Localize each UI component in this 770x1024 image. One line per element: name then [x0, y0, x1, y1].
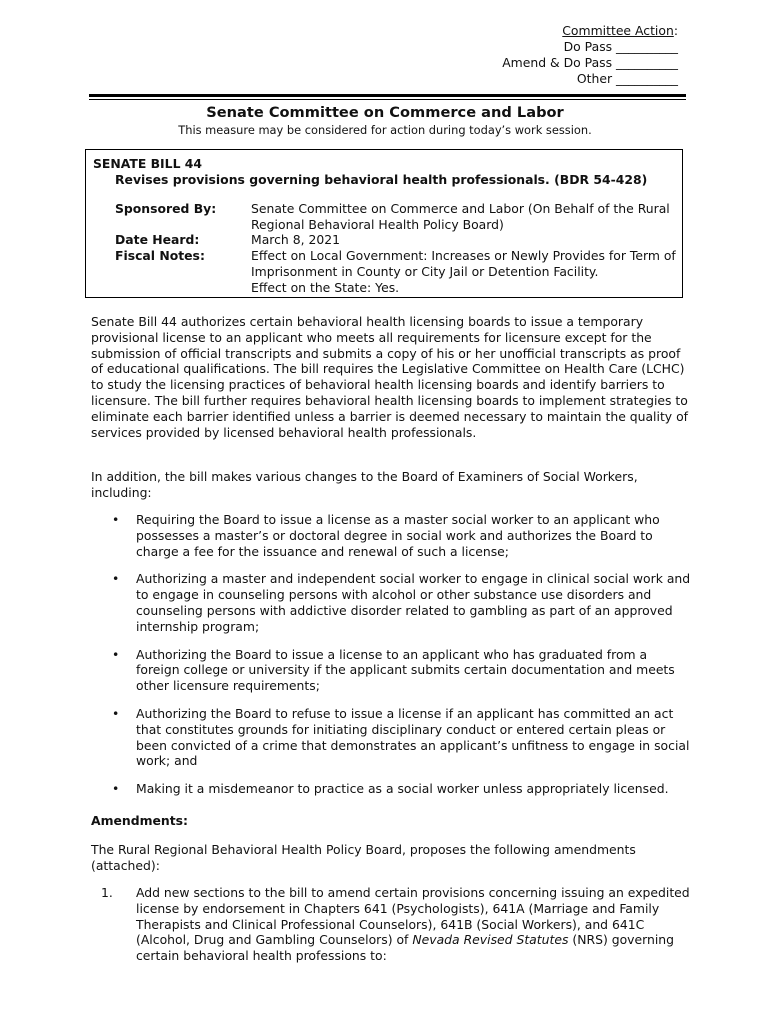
fiscal-local-government: Effect on Local Government: Increases or Newly Provides for Term of Imprisonment in County or City Jail or Detention Facility. — [251, 248, 676, 279]
committee-action-label: Committee Action — [562, 23, 674, 38]
amend-do-pass-line: Amend & Do Pass __________ — [502, 55, 678, 70]
nrs-italic-text: Nevada Revised Statutes — [412, 932, 569, 948]
fiscal-notes-value — [251, 248, 681, 295]
committee-title: Senate Committee on Commerce and Labor — [206, 104, 564, 121]
amendment-text-part: Add new sections to the bill to amend certain provisions concerning issuing an expedited license by endorsement in Chapters 641 (Psychologists), 641A (Marriage and Family Therapists and Clinical Professional Counselors), 641B (Social Workers), and 641C (Alcohol, Drug and Gambling Counselors) of — [136, 885, 690, 948]
committee-subtitle: This measure may be considered for action during today’s work session. — [178, 123, 592, 137]
addition-intro-paragraph: In addition, the bill makes various changes to the Board of Examiners of Social Workers, including: — [91, 469, 638, 500]
list-item — [91, 781, 691, 797]
amendment-item-number: 1. — [101, 885, 113, 900]
list-item — [91, 706, 691, 769]
list-item — [91, 571, 691, 634]
date-heard-label: Date Heard: — [115, 232, 200, 247]
bullet-icon: • — [112, 571, 120, 587]
do-pass-line: Do Pass __________ — [563, 39, 678, 54]
bullet-icon: • — [112, 781, 120, 797]
list-item-text: Making it a misdemeanor to practice as a social worker unless appropriately licensed. — [136, 781, 669, 797]
committee-action-block — [502, 23, 678, 87]
bullet-icon: • — [112, 646, 120, 662]
committee-action-heading — [502, 23, 678, 39]
list-item-text: Authorizing the Board to refuse to issue a license if an applicant has committed an act that constitutes grounds for initiating disciplinary conduct or entered certain pleas or been convicted of a crime that demonstrates an applicant’s unfitness to engage in social work; and — [136, 705, 690, 769]
amendments-list — [91, 885, 691, 964]
amendments-intro: The Rural Regional Behavioral Health Policy Board, proposes the following amendments (attached): — [91, 842, 636, 873]
header-rule-thick — [89, 94, 686, 97]
fiscal-notes-label: Fiscal Notes: — [115, 248, 205, 263]
list-item — [91, 512, 691, 559]
bill-info-box — [85, 149, 683, 298]
amendment-item-text — [136, 885, 691, 964]
bill-number: SENATE BILL 44 — [93, 156, 203, 171]
fiscal-state: Effect on the State: Yes. — [251, 279, 400, 295]
amendment-text-part: (NRS) governing certain behavioral health professions to: — [136, 932, 675, 964]
other-line: Other __________ — [576, 71, 678, 86]
social-worker-changes-list — [91, 512, 691, 809]
bill-summary-paragraph: Senate Bill 44 authorizes certain behavioral health licensing boards to issue a temporary provisional license to an applicant who meets all requirements for licensure except for the submission of official transcripts and submits a copy of his or her unofficial transcripts as proof of educational qualifications. The bill requires the Legislative Committee on Health Care (LCHC) to study the licensing practices of behavioral health licensing boards and identify barriers to licensure. The bill further requires behavioral health licensing boards to implement strategies to eliminate each barrier identified unless a barrier is deemed necessary to maintain the quality of services provided by licensed behavioral health professionals. — [91, 314, 689, 440]
committee-action-colon: : — [673, 23, 678, 38]
amendments-heading: Amendments: — [91, 813, 188, 828]
list-item-text: Authorizing the Board to issue a license to an applicant who has graduated from a foreign college or university if the applicant submits certain documentation and meets other licensure requirements; — [136, 646, 675, 694]
date-heard-value: March 8, 2021 — [251, 232, 341, 247]
bill-description: Revises provisions governing behavioral health professionals. (BDR 54-428) — [115, 172, 648, 187]
list-item-text: Authorizing a master and independent social worker to engage in clinical social work and to engage in counseling persons with alcohol or other substance use disorders and counseling persons with addictive disorder related to gambling as part of an approved internship program; — [136, 571, 691, 634]
bullet-icon: • — [112, 705, 120, 721]
bullet-icon: • — [112, 512, 120, 527]
list-item — [91, 647, 691, 694]
sponsored-by-value: Senate Committee on Commerce and Labor (On Behalf of the Rural Regional Behavioral Health Policy Board) — [251, 201, 670, 232]
header-rule-thin — [89, 99, 686, 100]
sponsored-by-label: Sponsored By: — [115, 201, 217, 216]
list-item-text: Requiring the Board to issue a license as a master social worker to an applicant who possesses a master’s or doctoral degree in social work and authorizes the Board to charge a fee for the issuance and renewal of such a license; — [136, 512, 660, 559]
